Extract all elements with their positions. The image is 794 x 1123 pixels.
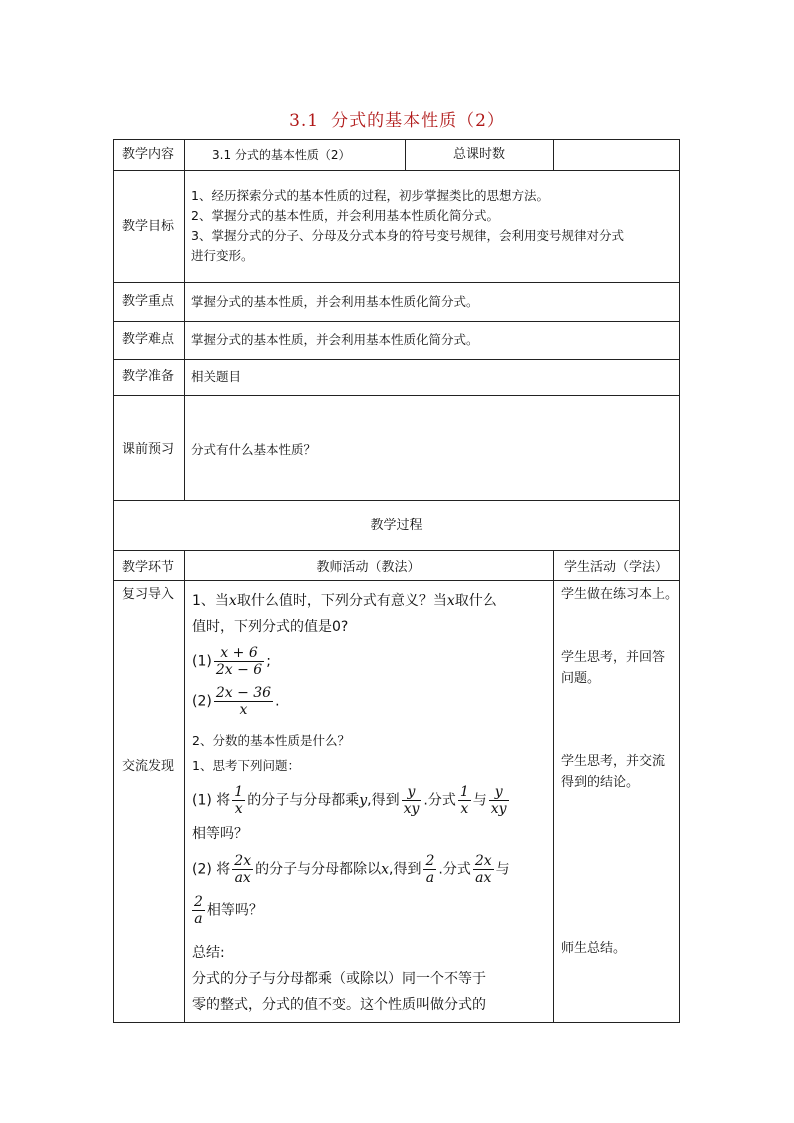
fraction-2: (2) $\frac{2x - 36}{x}$ . — [192, 685, 280, 718]
label-preview: 课前预习 — [121, 442, 174, 457]
teaching-content-value: 3.1 分式的基本性质（2） — [212, 148, 351, 162]
think-prompt: 1、思考下列问题： — [192, 758, 300, 773]
summary-line-2: 零的整式，分式的值不变。这个性质叫做分式的 — [192, 997, 486, 1013]
problem-1: (1) 将 $\frac{1}{x}$ 的分子与分母都乘y,得到 $\frac{y}{xy}$ .分式 $\frac{1}{x}$ 与 $\frac{y}{xy}$ — [192, 784, 507, 817]
key-points-value: 掌握分式的基本性质，并会利用基本性质化简分式。 — [191, 294, 479, 309]
student-activity-2a: 学生思考，并回答 — [561, 650, 666, 665]
fraction-2-expr: $\frac{2x - 36}{x}$ — [215, 685, 272, 718]
objective-1: 1、经历探索分式的基本性质的过程，初步掌握类比的思想方法。 — [191, 188, 549, 203]
header-stage: 教学环节 — [121, 560, 174, 575]
problem-2: (2) 将 $\frac{2x}{ax}$ 的分子与分母都除以x,得到 $\frac{2}{a}$ .分式 $\frac{2x}{ax}$ 与 — [192, 853, 510, 886]
label-key-points: 教学重点 — [121, 294, 174, 309]
question-1: 1、当x取什么值时，下列分式有意义？当x取什么 — [192, 593, 497, 609]
student-activity-1: 学生做在练习本上。 — [561, 587, 679, 602]
label-teaching-content: 教学内容 — [121, 147, 174, 162]
stage-review: 复习导入 — [121, 587, 174, 602]
label-objectives: 教学目标 — [121, 219, 174, 234]
title-text: 分式的基本性质（2） — [331, 111, 505, 131]
question-2: 2、分数的基本性质是什么？ — [192, 733, 350, 748]
problem-2-cont: $\frac{2}{a}$ 相等吗？ — [194, 894, 263, 927]
summary-line-1: 分式的分子与分母都乘（或除以）同一个不等于 — [192, 971, 486, 987]
title-number: 3.1 — [289, 111, 320, 131]
document-title — [0, 106, 794, 131]
summary-label: 总结: — [192, 945, 225, 961]
objective-3: 3、掌握分式的分子、分母及分式本身的符号变号规律，会利用变号规律对分式 — [191, 228, 624, 243]
student-activity-2b: 问题。 — [561, 671, 601, 686]
objective-3-cont: 进行变形。 — [191, 248, 254, 263]
fraction-1: (1) $\frac{x + 6}{2x - 6}$ ; — [192, 645, 271, 678]
student-activity-3a: 学生思考，并交流 — [561, 754, 666, 769]
header-student-activity: 学生活动（学法） — [563, 560, 668, 575]
label-preparation: 教学准备 — [121, 369, 174, 384]
preparation-value: 相关题目 — [191, 369, 242, 384]
objective-2: 2、掌握分式的基本性质，并会利用基本性质化简分式。 — [191, 208, 499, 223]
objectives-text — [191, 186, 676, 266]
stage-discover: 交流发现 — [121, 759, 174, 774]
process-title: 教学过程 — [370, 518, 423, 533]
problem-1-cont: 相等吗？ — [192, 826, 248, 842]
fraction-1-expr: $\frac{x + 6}{2x - 6}$ — [215, 645, 263, 678]
question-1-cont: 值时，下列分式的值是0? — [192, 619, 349, 635]
label-total-hours: 总课时数 — [452, 147, 505, 162]
label-difficulties: 教学难点 — [121, 332, 174, 347]
difficulties-value: 掌握分式的基本性质，并会利用基本性质化简分式。 — [191, 332, 479, 347]
header-teacher-activity: 教师活动（教法） — [316, 560, 421, 575]
student-activity-3b: 得到的结论。 — [561, 775, 640, 790]
preview-value: 分式有什么基本性质？ — [191, 442, 317, 457]
student-activity-4: 师生总结。 — [561, 941, 627, 956]
